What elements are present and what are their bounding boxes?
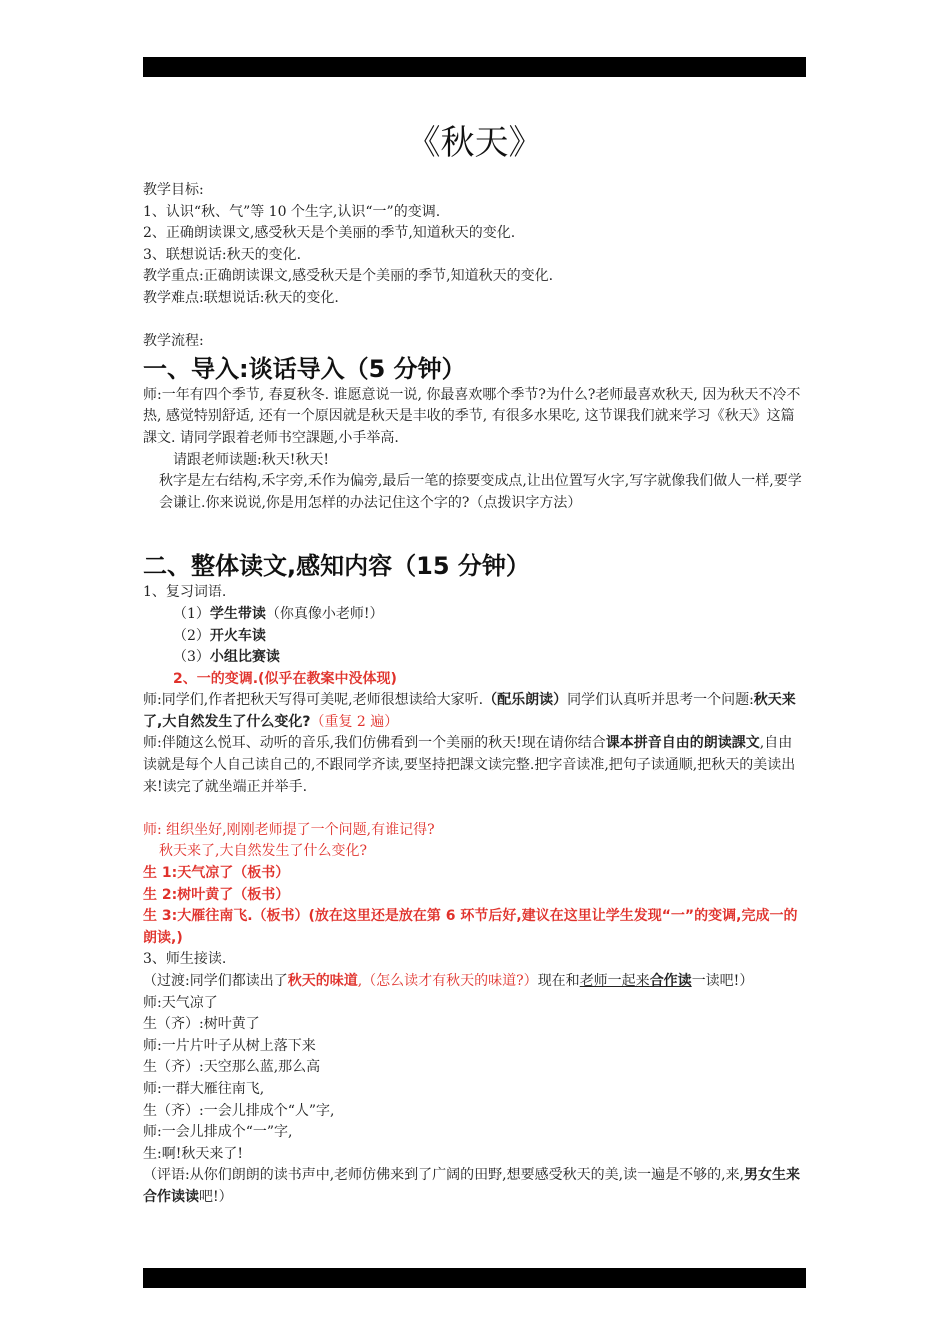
student-answer: 生 1:天气凉了（板书） — [143, 865, 290, 882]
section-1-paragraph: 秋字是左右结构,禾字旁,禾作为偏旁,最后一笔的捺要变成点,让出位置写火字,写字就像我们做人一样,要学会谦让.你来说说,你是用怎样的办法记住这个字的?（点拨识字方法） — [159, 473, 802, 511]
dialogue-line: 生（齐）:天空那么蓝,那么高 — [143, 1059, 321, 1076]
tone-note: 2、一的变调.(似乎在教案中没体现) — [173, 670, 397, 687]
item-3: 3、师生接读. — [143, 951, 227, 968]
review-subitem: （2）开火车读 — [173, 627, 266, 644]
evaluation-paragraph: （评语:从你们朗朗的读书声中,老师仿佛来到了广阔的田野,想要感受秋天的美,读一遍是不够的,来,男女生来合作读读吧!） — [143, 1167, 800, 1205]
section-2-paragraph: 师:同学们,作者把秋天写得可美呢,老师很想读给大家听.（配乐朗读）同学们认真听并思考一个问题:秋天来了,大自然发生了什么变化?（重复 2 遍） — [143, 692, 796, 730]
spacer — [143, 310, 806, 332]
teacher-question: 师: 组织坐好,刚刚老师提了一个问题,有谁记得? — [143, 821, 435, 838]
goal-item: 3、联想说话:秋天的变化. — [143, 246, 302, 263]
dialogue-line: 师:一片片叶子从树上落下来 — [143, 1037, 316, 1054]
spacer — [143, 514, 806, 550]
spacer — [143, 798, 806, 820]
transition-paragraph: （过渡:同学们都读出了秋天的味道,（怎么读才有秋天的味道?）现在和老师一起来合作读一读吧!） — [143, 973, 754, 989]
document-body — [143, 118, 806, 1209]
teacher-question: 秋天来了,大自然发生了什么变化? — [159, 843, 367, 860]
section-1-paragraph: 师:一年有四个季节, 春夏秋冬. 谁愿意说一说, 你最喜欢哪个季节?为什么?老师最喜欢秋天, 因为秋天不冷不热, 感觉特别舒适, 还有一个原因就是秋天是丰收的季节, 有很多水果吃, 这节课我们就来学习《秋天》这篇課文. 请同学跟着老师书空課题,小手举高. — [143, 386, 801, 446]
page-title: 《秋天》 — [406, 123, 543, 163]
goal-item: 1、认识“秋、气”等 10 个生字,认识“一”的变调. — [143, 203, 441, 220]
dialogue-line: 生（齐）:树叶黄了 — [143, 1016, 260, 1033]
section-2-paragraph: 师:伴随这么悦耳、动听的音乐,我们仿佛看到一个美丽的秋天!现在请你结合课本拼音自由的朗读課文,自由读就是每个人自己读自己的,不跟同学齐读,要坚持把課文读完整.把字音读准,把句子读通顺,把秋天的美读出来!读完了就坐端正并举手. — [143, 735, 796, 795]
dialogue-line: 生:啊!秋天来了! — [143, 1145, 243, 1162]
process-label: 教学流程: — [143, 333, 204, 350]
dialogue-line: 生（齐）:一会儿排成个“人”字, — [143, 1102, 335, 1119]
key-point: 教学重点:正确朗读课文,感受秋天是个美丽的季节,知道秋天的变化. — [143, 268, 554, 285]
dialogue-line: 师:一群大雁往南飞, — [143, 1080, 265, 1097]
difficulty-point: 教学难点:联想说话:秋天的变化. — [143, 289, 339, 306]
review-item: 1、复习词语. — [143, 584, 227, 601]
review-subitem: （3）小组比赛读 — [173, 649, 280, 666]
footer-bar — [143, 1268, 806, 1288]
section-1-heading: 一、导入:谈话导入（5 分钟） — [143, 354, 466, 383]
dialogue-line: 师:一会儿排成个“一”字, — [143, 1124, 293, 1141]
student-answer: 生 3:大雁往南飞.（板书）(放在这里还是放在第 6 环节后好,建议在这里让学生发现“一”的变调,完成一的朗读,) — [143, 908, 798, 946]
review-subitem: （1）学生带读（你真像小老师!） — [173, 605, 384, 622]
header-bar — [143, 57, 806, 77]
goals-heading: 教学目标: — [143, 182, 204, 198]
student-answer: 生 2:树叶黄了（板书） — [143, 886, 290, 903]
goal-item: 2、正确朗读课文,感受秋天是个美丽的季节,知道秋天的变化. — [143, 225, 516, 242]
section-1-paragraph: 请跟老师读题:秋天!秋天! — [173, 451, 329, 468]
section-2-heading: 二、整体读文,感知内容（15 分钟） — [143, 552, 530, 581]
dialogue-line: 师:天气凉了 — [143, 994, 218, 1011]
